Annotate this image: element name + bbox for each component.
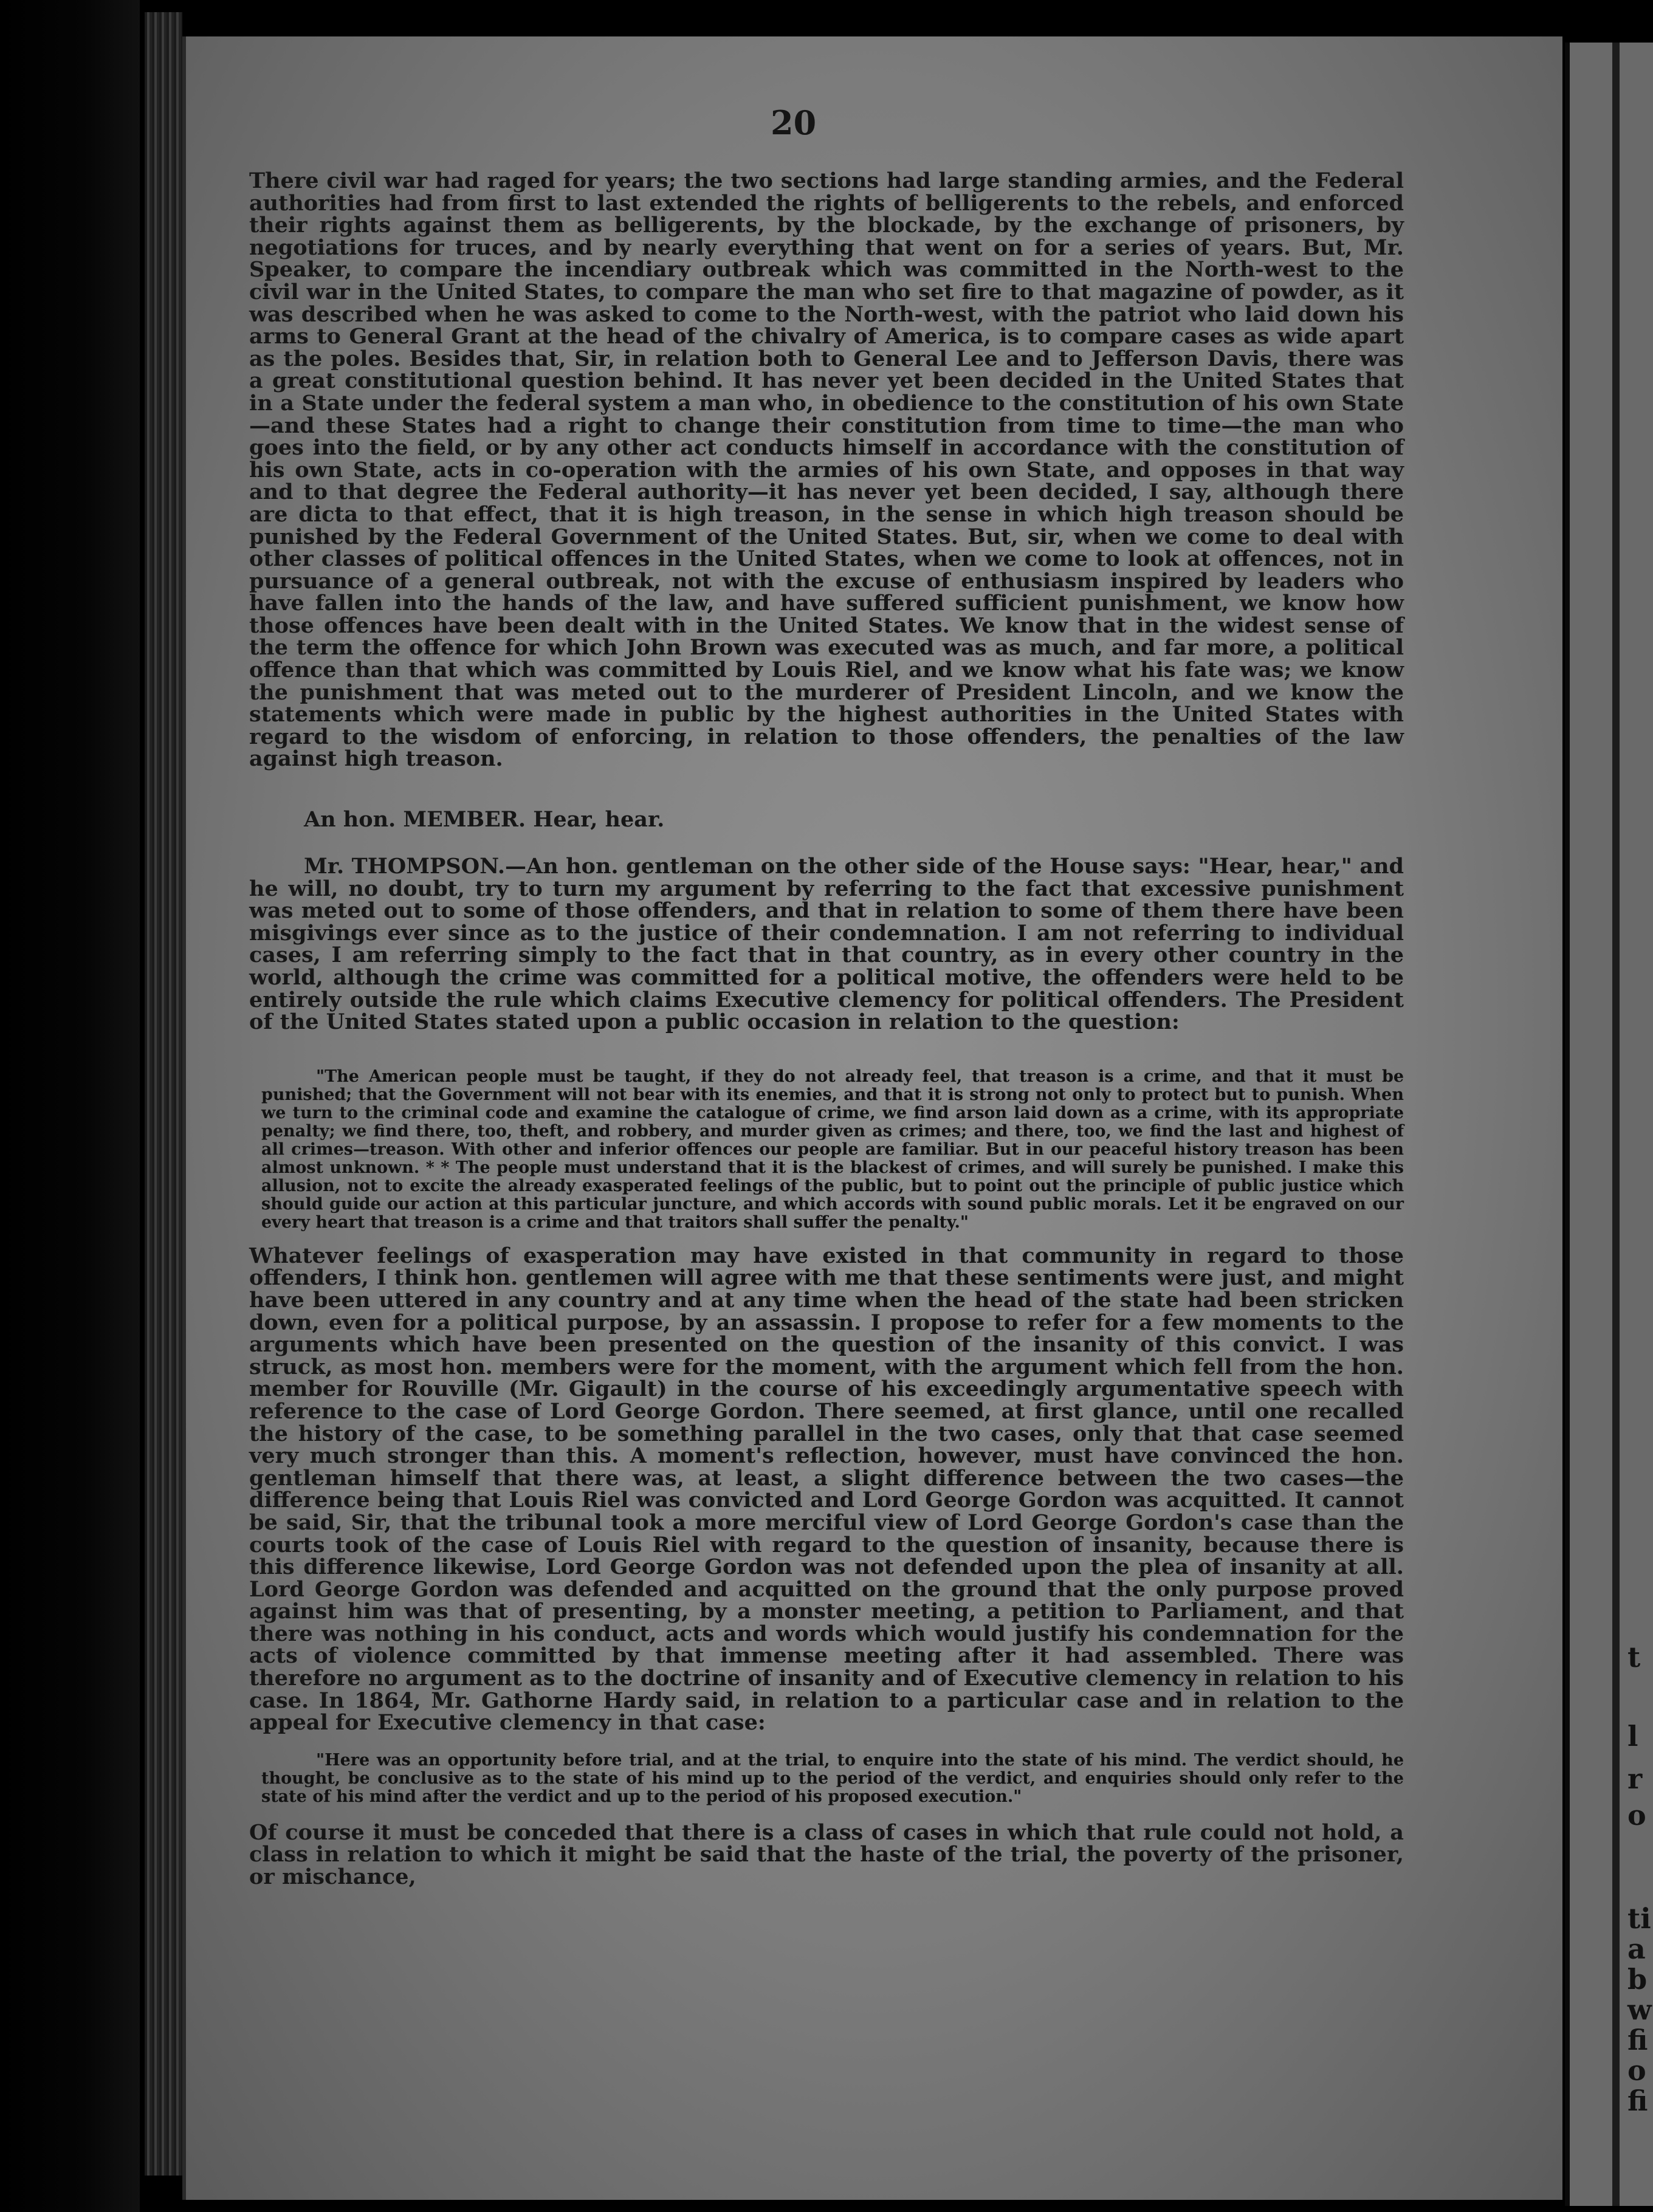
edge-glyph: a xyxy=(1627,1932,1646,1965)
paragraph-thompson-text: —An hon. gentleman on the other side of the House says: "Hear, hear," and he will, no doubt, try to turn my argument by referring to the fact that excessive punishment was meted out to some of those offenders, and that in relation to some of them there have been misgivings ever since as to the justice of their condemnation. I am not referring to individual cases, I am referring simply to the fact that in that country, as in every other country in the world, although the crime was committed for a political motive, the offenders were held to be entirely outside the rule which claims Executive clemency for political offenders. The President of the United States stated upon a public occasion in relation to the question: xyxy=(249,854,1404,1035)
edge-glyph: o xyxy=(1627,1799,1646,1832)
paragraph-of-course: Of course it must be conceded that there is a class of cases in which that rule could not hold, a class in relation to which it might be said that the haste of the trial, the poverty of the prisoner, or mischance, xyxy=(249,1819,1404,1890)
speaker-thompson: Mr. THOMPSON. xyxy=(304,854,506,879)
page-number: 20 xyxy=(771,103,817,142)
interjection-text: Hear, hear. xyxy=(533,807,665,833)
edge-glyph: l xyxy=(1627,1720,1638,1753)
adjacent-page-gutter xyxy=(1612,43,1620,2206)
quote-gathorne-hardy: "Here was an opportunity before trial, and at the trial, to enquire into the state of his mind. The verdict should, he thought, be conclusive as to the state of his mind up to the period of the verdict, and enquiries should only refer to the state of his mind after the verdict and up to the period of his proposed execution." xyxy=(261,1750,1404,1806)
edge-glyph: fi xyxy=(1627,2084,1648,2117)
paragraph-thompson xyxy=(249,856,1404,1034)
quote-president: "The American people must be taught, if they do not already feel, that treason is a crime, and that it must be punished; that the Government will not bear with its enemies, and that it is strong not only to protect but to punish. When we turn to the criminal code and examine the catalogue of crime, we find arson laid down as a crime, with its appropriate penalty; we find there, too, theft, and robbery, and murder given as crimes; and there, too, we find the last and highest of all crimes—treason. With other and inferior offences our people are familiar. But in our peaceful history treason has been almost unknown. * * The people must understand that it is the blackest of crimes, and will surely be punished. I make this allusion, not to excite the already exasperated feelings of the public, but to point out the principle of public justice which should guide our action at this particular juncture, and which accords with sound public morals. Let it be engraved on our every heart that treason is a crime and that traitors shall suffer the penalty." xyxy=(261,1066,1404,1232)
edge-glyph: fi xyxy=(1627,2024,1648,2056)
page-text xyxy=(249,170,1404,1889)
scanner-frame-left xyxy=(0,0,140,2212)
interjection-speaker: An hon. MEMBER. xyxy=(304,807,526,833)
book-spine xyxy=(145,12,182,2176)
paragraph-civil-war: There civil war had raged for years; the two sections had large standing armies, and the Federal authorities had from first to last extended the rights of belligerents to the rebels, and enforced their rights against them as belligerents, by the blockade, by the exchange of prisoners, by negotiations for truces, and by nearly everything that went on for a series of years. But, Mr. Speaker, to compare the incendiary outbreak which was committed in the North-west to the civil war in the United States, to compare the man who set fire to that magazine of powder, as it was described when he was asked to come to the North-west, with the patriot who laid down his arms to General Grant at the head of the chivalry of America, is to compare cases as wide apart as the poles. Besides that, Sir, in relation both to General Lee and to Jefferson Davis, there was a great constitutional question behind. It has never yet been decided in the United States that in a State under the federal system a man who, in obedience to the constitution of his own State—and these States had a right to change their constitution from time to time—the man who goes into the field, or by any other act conducts himself in accordance with the constitution of his own State, acts in co-operation with the armies of his own State, and opposes in that way and to that degree the Federal authority—it has never yet been decided, I say, although there are dicta to that effect, that it is high treason, in the sense in which high treason should be punished by the Federal Government of the United States. But, sir, when we come to deal with other classes of political offences in the United States, when we come to look at offences, not in pursuance of a general outbreak, not with the excuse of enthusiasm inspired by leaders who have fallen into the hands of the law, and have suffered sufficient punishment, we know how those offences have been dealt with in the United States. We know that in the widest sense of the term the offence for which John Brown was executed was as much, and far more, a political offence than that which was committed by Louis Riel, and we know what his fate was; we know the punishment that was meted out to the murderer of President Lincoln, and we know the statements which were made in public by the highest authorities in the United States with regard to the wisdom of enforcing, in relation to those offenders, the penalties of the law against high treason. xyxy=(249,168,1404,772)
edge-glyph: w xyxy=(1627,1993,1652,2026)
edge-glyph: r xyxy=(1627,1762,1643,1795)
edge-glyph: t xyxy=(1627,1641,1641,1674)
paragraph-exasperation: Whatever feelings of exasperation may have existed in that community in regard to those offenders, I think hon. gentlemen will agree with me that these sentiments were just, and might have been uttered in any country and at any time when the head of the state had been stricken down, even for a political purpose, by an assassin. I propose to refer for a few moments to the arguments which have been presented on the question of the insanity of this convict. I was struck, as most hon. members were for the moment, with the argument which fell from the hon. member for Rouville (Mr. Gigault) in the course of his exceedingly argumentative speech with reference to the case of Lord George Gordon. There seemed, at first glance, until one recalled the history of the case, to be something parallel in the two cases, only that that case seemed very much stronger than this. A moment's reflection, however, must have convinced the hon. gentleman himself that there was, at least, a slight difference between the two cases—the difference being that Louis Riel was convicted and Lord George Gordon was acquitted. It cannot be said, Sir, that the tribunal took a more merciful view of Lord George Gordon's case than the courts took of the case of Louis Riel with regard to the question of insanity, because there is this difference likewise, Lord George Gordon was not defended upon the plea of insanity at all. Lord George Gordon was defended and acquitted on the ground that the only purpose proved against him was that of presenting, by a monster meeting, a petition to Parliament, and that there was nothing in his conduct, acts and words which would justify his condemnation for the acts of violence committed by that immense meeting after it had assembled. There was therefore no argument as to the doctrine of insanity and of Executive clemency in relation to his case. In 1864, Mr. Gathorne Hardy said, in relation to a particular case and in relation to the appeal for Executive clemency in that case: xyxy=(249,1243,1404,1736)
edge-glyph: ti xyxy=(1627,1902,1651,1935)
interjection xyxy=(249,808,1404,831)
edge-glyph: o xyxy=(1627,2054,1646,2087)
edge-glyph: b xyxy=(1627,1963,1648,1996)
adjacent-page-edge xyxy=(1565,43,1653,2206)
